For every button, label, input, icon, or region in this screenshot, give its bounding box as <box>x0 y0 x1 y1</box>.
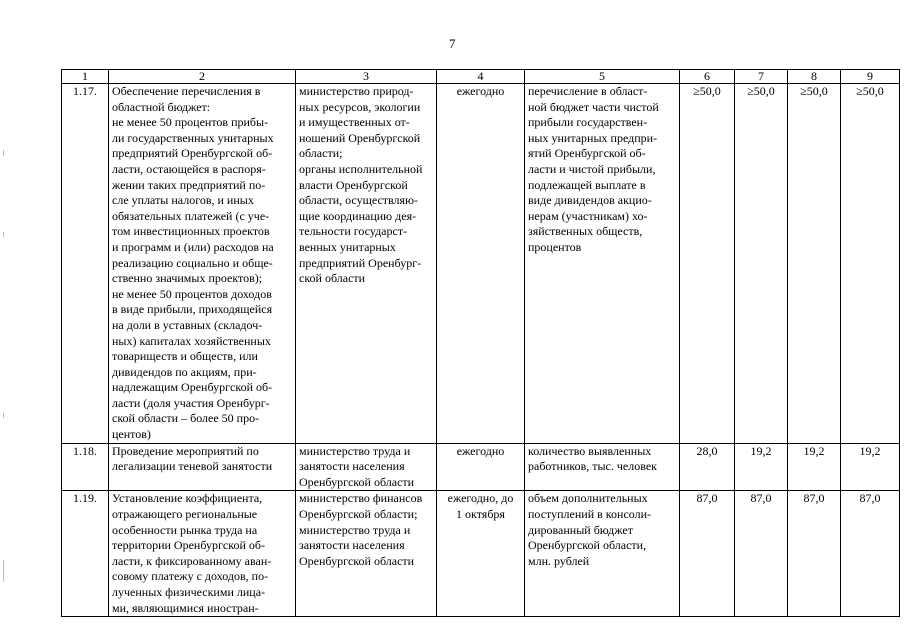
indicator: объем дополнительных поступлений в консоли- дированный бюджет Оренбургской области, млн. рублей <box>525 491 680 617</box>
column-header: 1 <box>62 70 109 84</box>
executor: министерство природ- ных ресурсов, экологии и имущественных от- ношений Оренбургской области; органы исполнительной власти Оренбургской области, осуществляю- щие координацию дея- тельности государст- венных унитарных предприятий Оренбург- ской области <box>296 84 437 444</box>
value-col-9: 87,0 <box>841 491 900 617</box>
value-col-9: 19,2 <box>841 443 900 491</box>
value-col-9: ≥50,0 <box>841 84 900 444</box>
value-col-7: 87,0 <box>735 491 788 617</box>
value-col-7: 19,2 <box>735 443 788 491</box>
table-row <box>62 491 900 617</box>
measure-description: Установление коэффициента, отражающего региональные особенности рынка труда на территории Оренбургской об- ласти, к фиксированному аван- совому платежу с доходов, по- лученных физическими лица- ми, являющимися иностран- <box>109 491 296 617</box>
value-col-8: 19,2 <box>788 443 841 491</box>
value-col-7: ≥50,0 <box>735 84 788 444</box>
column-header: 2 <box>109 70 296 84</box>
scan-margin-mark <box>3 232 4 237</box>
value-col-8: ≥50,0 <box>788 84 841 444</box>
value-col-6: 87,0 <box>680 491 735 617</box>
value-col-6: 28,0 <box>680 443 735 491</box>
executor: министерство финансов Оренбургской области; министерство труда и занятости населения Оренбургской области <box>296 491 437 617</box>
scan-margin-mark <box>3 560 4 582</box>
scan-margin-mark <box>3 150 4 156</box>
indicator: перечисление в област- ной бюджет части чистой прибыли государствен- ных унитарных предпри- ятий Оренбургской об- ласти и чистой прибыли, подлежащей выплате в виде дивидендов акцио- нерам (участникам) хо- зяйственных обществ, процентов <box>525 84 680 444</box>
scan-margin-mark <box>3 413 4 418</box>
measures-table <box>61 69 900 617</box>
table-row <box>62 84 900 444</box>
column-header: 3 <box>296 70 437 84</box>
column-header: 4 <box>437 70 525 84</box>
column-number-header-row <box>62 70 900 84</box>
page-number: 7 <box>449 36 456 51</box>
row-number: 1.18. <box>62 443 109 491</box>
column-header: 6 <box>680 70 735 84</box>
column-header: 8 <box>788 70 841 84</box>
indicator: количество выявленных работников, тыс. человек <box>525 443 680 491</box>
measure-description: Проведение мероприятий по легализации теневой занятости <box>109 443 296 491</box>
term: ежегодно <box>437 84 525 444</box>
term: ежегодно <box>437 443 525 491</box>
term: ежегодно, до 1 октября <box>437 491 525 617</box>
row-number: 1.19. <box>62 491 109 617</box>
column-header: 9 <box>841 70 900 84</box>
executor: министерство труда и занятости населения Оренбургской области <box>296 443 437 491</box>
measure-description: Обеспечение перечисления в областной бюджет: не менее 50 процентов прибы- ли государственных унитарных предприятий Оренбургской об- ласти, остающейся в распоря- жении таких предприятий по- сле уплаты налогов, и иных обязательных платежей (с уче- том инвестиционных проектов и программ и (или) расходов на реализацию социально и обще- ственно значимых проектов); не менее 50 процентов доходов в виде прибыли, приходящейся на доли в уставных (складоч- ных) капиталах хозяйственных товариществ и обществ, или дивидендов по акциям, при- надлежащим Оренбургской об- ласти (доля участия Оренбург- ской области – более 50 про- центов) <box>109 84 296 444</box>
table-row <box>62 443 900 491</box>
column-header: 5 <box>525 70 680 84</box>
value-col-6: ≥50,0 <box>680 84 735 444</box>
row-number: 1.17. <box>62 84 109 444</box>
column-header: 7 <box>735 70 788 84</box>
value-col-8: 87,0 <box>788 491 841 617</box>
